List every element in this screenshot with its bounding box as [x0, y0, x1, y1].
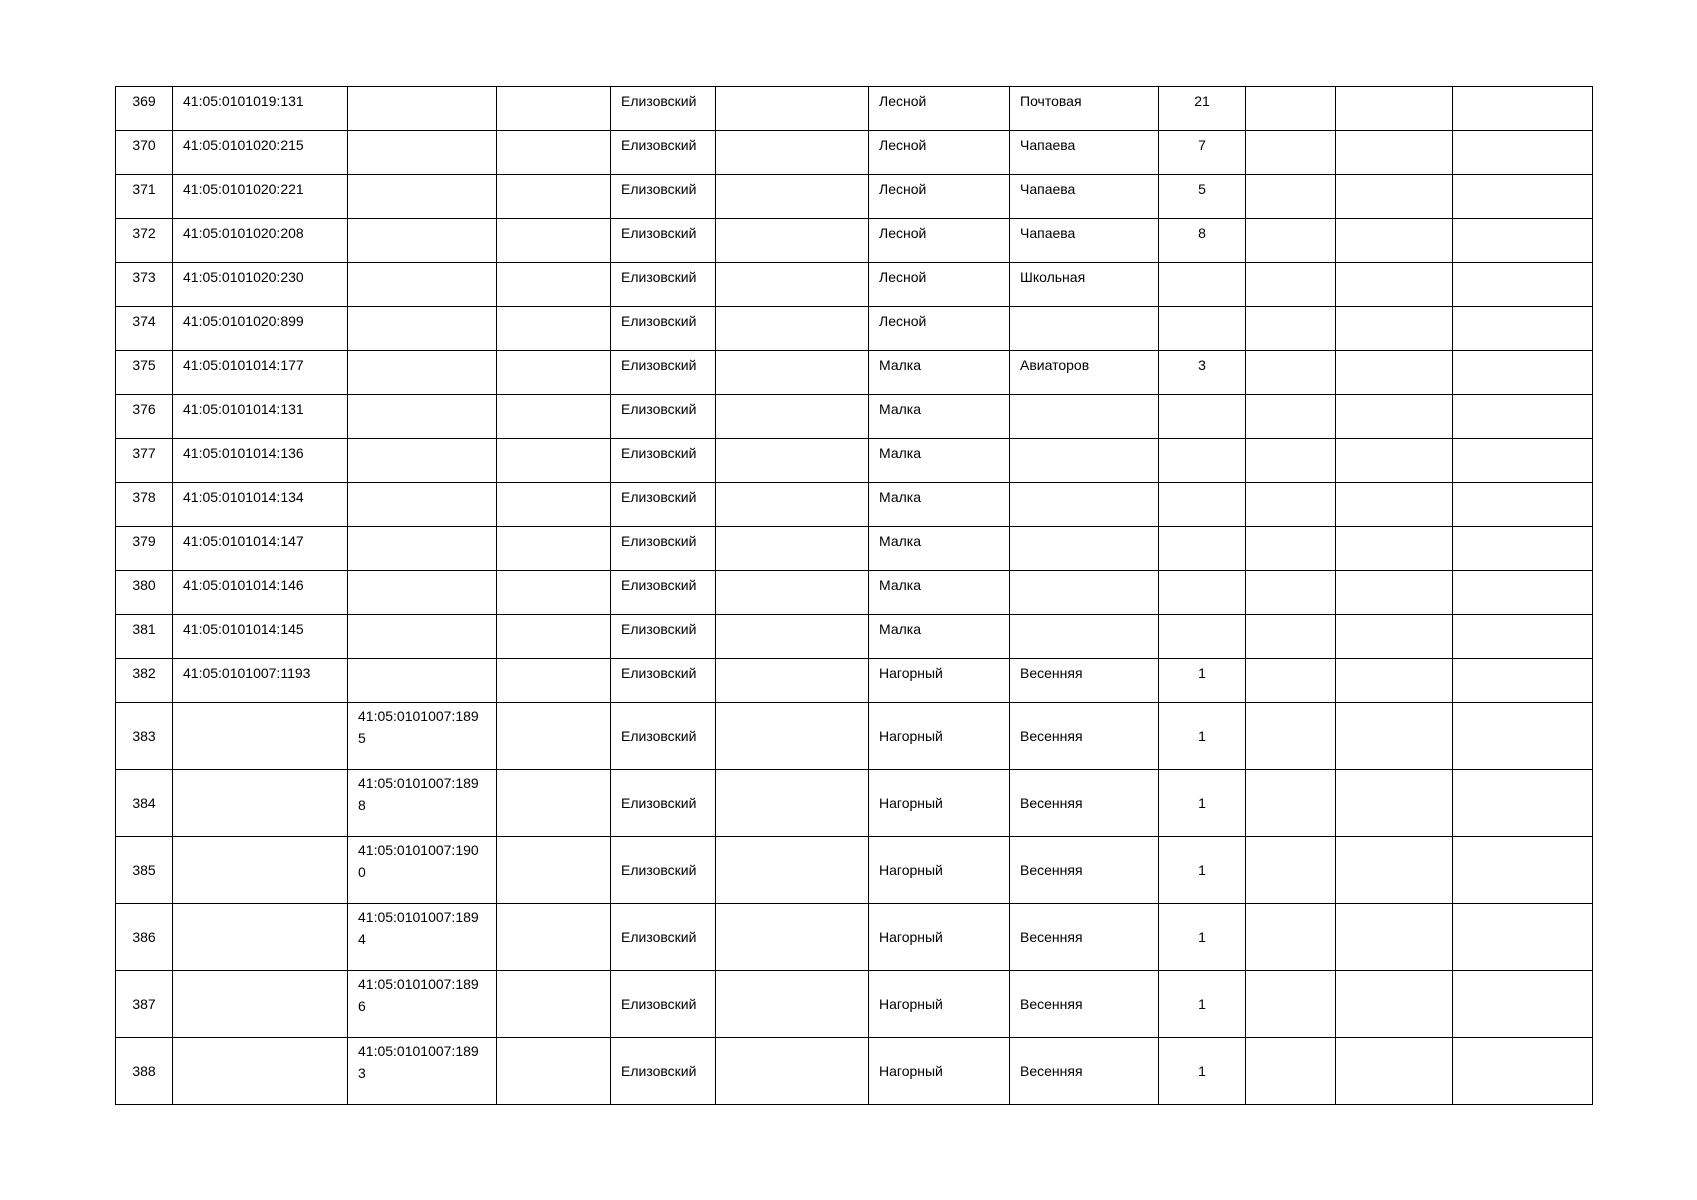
street-cell: Весенняя [1010, 770, 1159, 837]
settlement-cell: Лесной [869, 307, 1010, 351]
settlement-cell: Малка [869, 439, 1010, 483]
empty-cell [1246, 837, 1336, 904]
district-cell: Елизовский [611, 1038, 716, 1105]
empty-cell [1246, 131, 1336, 175]
empty-cell [1336, 615, 1453, 659]
district-cell: Елизовский [611, 703, 716, 770]
empty-cell [497, 837, 611, 904]
empty-cell [1453, 131, 1593, 175]
room-cadastral-number-cell [348, 219, 497, 263]
empty-cell [716, 175, 869, 219]
empty-cell [1246, 175, 1336, 219]
empty-cell [1453, 263, 1593, 307]
street-cell: Чапаева [1010, 131, 1159, 175]
cadastral-number-cell [173, 770, 348, 837]
street-cell: Весенняя [1010, 703, 1159, 770]
street-cell [1010, 571, 1159, 615]
empty-cell [1453, 770, 1593, 837]
house-number-cell: 5 [1159, 175, 1246, 219]
house-number-cell: 1 [1159, 770, 1246, 837]
table-row [116, 175, 1593, 219]
settlement-cell: Нагорный [869, 837, 1010, 904]
house-number-cell: 1 [1159, 703, 1246, 770]
house-number-cell [1159, 439, 1246, 483]
district-cell: Елизовский [611, 659, 716, 703]
table-row [116, 615, 1593, 659]
table-row [116, 483, 1593, 527]
cadastral-number-cell: 41:05:0101014:136 [173, 439, 348, 483]
cadastral-number-cell: 41:05:0101020:208 [173, 219, 348, 263]
empty-cell [716, 571, 869, 615]
district-cell: Елизовский [611, 395, 716, 439]
empty-cell [497, 571, 611, 615]
row-number-cell: 380 [116, 571, 173, 615]
empty-cell [1336, 527, 1453, 571]
cadastral-number-cell [173, 904, 348, 971]
street-cell [1010, 615, 1159, 659]
empty-cell [716, 131, 869, 175]
settlement-cell: Нагорный [869, 904, 1010, 971]
room-cadastral-number-cell [348, 483, 497, 527]
row-number-cell: 386 [116, 904, 173, 971]
empty-cell [716, 307, 869, 351]
street-cell: Чапаева [1010, 175, 1159, 219]
empty-cell [1336, 351, 1453, 395]
empty-cell [1336, 131, 1453, 175]
street-cell [1010, 439, 1159, 483]
district-cell: Елизовский [611, 971, 716, 1038]
house-number-cell: 1 [1159, 1038, 1246, 1105]
settlement-cell: Лесной [869, 219, 1010, 263]
settlement-cell: Лесной [869, 175, 1010, 219]
cadastral-number-cell: 41:05:0101014:146 [173, 571, 348, 615]
empty-cell [1336, 971, 1453, 1038]
row-number-cell: 378 [116, 483, 173, 527]
district-cell: Елизовский [611, 837, 716, 904]
empty-cell [1246, 703, 1336, 770]
table-row [116, 527, 1593, 571]
table-row [116, 307, 1593, 351]
empty-cell [1336, 837, 1453, 904]
district-cell: Елизовский [611, 439, 716, 483]
room-cadastral-number-cell [348, 263, 497, 307]
empty-cell [497, 615, 611, 659]
street-cell [1010, 395, 1159, 439]
settlement-cell: Нагорный [869, 703, 1010, 770]
empty-cell [716, 659, 869, 703]
settlement-cell: Малка [869, 395, 1010, 439]
street-cell: Чапаева [1010, 219, 1159, 263]
empty-cell [1453, 837, 1593, 904]
settlement-cell: Лесной [869, 131, 1010, 175]
empty-cell [497, 439, 611, 483]
empty-cell [1453, 971, 1593, 1038]
settlement-cell: Малка [869, 527, 1010, 571]
empty-cell [497, 659, 611, 703]
row-number-cell: 377 [116, 439, 173, 483]
empty-cell [1453, 483, 1593, 527]
room-cadastral-number-cell [348, 395, 497, 439]
cadastral-number-cell [173, 971, 348, 1038]
row-number-cell: 372 [116, 219, 173, 263]
empty-cell [716, 351, 869, 395]
room-cadastral-number-cell [348, 659, 497, 703]
empty-cell [716, 703, 869, 770]
row-number-cell: 387 [116, 971, 173, 1038]
settlement-cell: Малка [869, 483, 1010, 527]
house-number-cell: 7 [1159, 131, 1246, 175]
empty-cell [1453, 1038, 1593, 1105]
street-cell: Авиаторов [1010, 351, 1159, 395]
cadastral-number-cell: 41:05:0101020:215 [173, 131, 348, 175]
room-cadastral-number-cell [348, 351, 497, 395]
empty-cell [1453, 175, 1593, 219]
settlement-cell: Нагорный [869, 770, 1010, 837]
row-number-cell: 370 [116, 131, 173, 175]
empty-cell [497, 1038, 611, 1105]
registry-table [115, 86, 1593, 1105]
cadastral-number-cell: 41:05:0101014:177 [173, 351, 348, 395]
house-number-cell [1159, 615, 1246, 659]
empty-cell [497, 483, 611, 527]
district-cell: Елизовский [611, 219, 716, 263]
settlement-cell: Лесной [869, 263, 1010, 307]
empty-cell [1336, 571, 1453, 615]
empty-cell [497, 770, 611, 837]
room-cadastral-number-cell: 41:05:0101007:1893 [348, 1038, 497, 1105]
empty-cell [716, 483, 869, 527]
empty-cell [1453, 351, 1593, 395]
row-number-cell: 383 [116, 703, 173, 770]
cadastral-number-cell: 41:05:0101014:147 [173, 527, 348, 571]
cadastral-number-cell: 41:05:0101007:1193 [173, 659, 348, 703]
empty-cell [1453, 615, 1593, 659]
cadastral-number-cell: 41:05:0101020:221 [173, 175, 348, 219]
street-cell [1010, 527, 1159, 571]
empty-cell [1453, 571, 1593, 615]
room-cadastral-number-cell [348, 439, 497, 483]
empty-cell [716, 87, 869, 131]
settlement-cell: Малка [869, 571, 1010, 615]
row-number-cell: 369 [116, 87, 173, 131]
house-number-cell [1159, 527, 1246, 571]
room-cadastral-number-cell [348, 615, 497, 659]
room-cadastral-number-cell [348, 131, 497, 175]
empty-cell [1336, 87, 1453, 131]
empty-cell [1246, 659, 1336, 703]
table-row [116, 770, 1593, 837]
empty-cell [1246, 307, 1336, 351]
table-body [116, 87, 1593, 1105]
settlement-cell: Малка [869, 615, 1010, 659]
room-cadastral-number-cell [348, 175, 497, 219]
settlement-cell: Малка [869, 351, 1010, 395]
house-number-cell [1159, 395, 1246, 439]
empty-cell [1453, 219, 1593, 263]
empty-cell [1336, 175, 1453, 219]
empty-cell [716, 219, 869, 263]
cadastral-number-cell: 41:05:0101014:134 [173, 483, 348, 527]
empty-cell [1453, 527, 1593, 571]
empty-cell [716, 904, 869, 971]
empty-cell [1246, 1038, 1336, 1105]
table-row [116, 1038, 1593, 1105]
empty-cell [497, 351, 611, 395]
cadastral-number-cell: 41:05:0101019:131 [173, 87, 348, 131]
empty-cell [1246, 971, 1336, 1038]
table-row [116, 439, 1593, 483]
table-row [116, 263, 1593, 307]
empty-cell [716, 395, 869, 439]
cadastral-number-cell [173, 1038, 348, 1105]
district-cell: Елизовский [611, 527, 716, 571]
room-cadastral-number-cell: 41:05:0101007:1898 [348, 770, 497, 837]
row-number-cell: 384 [116, 770, 173, 837]
empty-cell [497, 904, 611, 971]
empty-cell [1246, 351, 1336, 395]
table-row [116, 131, 1593, 175]
empty-cell [1453, 904, 1593, 971]
cadastral-number-cell: 41:05:0101014:131 [173, 395, 348, 439]
table-row [116, 659, 1593, 703]
empty-cell [1336, 703, 1453, 770]
cadastral-number-cell: 41:05:0101020:899 [173, 307, 348, 351]
empty-cell [497, 219, 611, 263]
house-number-cell [1159, 263, 1246, 307]
table-row [116, 971, 1593, 1038]
settlement-cell: Лесной [869, 87, 1010, 131]
table-row [116, 571, 1593, 615]
house-number-cell: 1 [1159, 904, 1246, 971]
empty-cell [1336, 770, 1453, 837]
settlement-cell: Нагорный [869, 659, 1010, 703]
empty-cell [1336, 439, 1453, 483]
table-row [116, 395, 1593, 439]
district-cell: Елизовский [611, 307, 716, 351]
district-cell: Елизовский [611, 175, 716, 219]
street-cell [1010, 483, 1159, 527]
empty-cell [1246, 483, 1336, 527]
empty-cell [716, 1038, 869, 1105]
empty-cell [1336, 1038, 1453, 1105]
street-cell: Весенняя [1010, 904, 1159, 971]
empty-cell [1453, 87, 1593, 131]
street-cell: Весенняя [1010, 837, 1159, 904]
room-cadastral-number-cell [348, 571, 497, 615]
district-cell: Елизовский [611, 263, 716, 307]
house-number-cell [1159, 307, 1246, 351]
table-row [116, 904, 1593, 971]
house-number-cell: 1 [1159, 837, 1246, 904]
street-cell: Почтовая [1010, 87, 1159, 131]
row-number-cell: 376 [116, 395, 173, 439]
row-number-cell: 371 [116, 175, 173, 219]
empty-cell [497, 87, 611, 131]
row-number-cell: 374 [116, 307, 173, 351]
district-cell: Елизовский [611, 351, 716, 395]
district-cell: Елизовский [611, 615, 716, 659]
house-number-cell: 21 [1159, 87, 1246, 131]
row-number-cell: 381 [116, 615, 173, 659]
row-number-cell: 385 [116, 837, 173, 904]
room-cadastral-number-cell: 41:05:0101007:1896 [348, 971, 497, 1038]
cadastral-number-cell [173, 837, 348, 904]
room-cadastral-number-cell [348, 527, 497, 571]
street-cell: Весенняя [1010, 659, 1159, 703]
row-number-cell: 375 [116, 351, 173, 395]
row-number-cell: 373 [116, 263, 173, 307]
district-cell: Елизовский [611, 87, 716, 131]
empty-cell [1246, 527, 1336, 571]
empty-cell [716, 837, 869, 904]
cadastral-number-cell: 41:05:0101020:230 [173, 263, 348, 307]
empty-cell [497, 527, 611, 571]
house-number-cell [1159, 571, 1246, 615]
settlement-cell: Нагорный [869, 971, 1010, 1038]
house-number-cell: 3 [1159, 351, 1246, 395]
empty-cell [1453, 703, 1593, 770]
empty-cell [716, 263, 869, 307]
empty-cell [1336, 483, 1453, 527]
room-cadastral-number-cell [348, 87, 497, 131]
room-cadastral-number-cell [348, 307, 497, 351]
empty-cell [1336, 307, 1453, 351]
street-cell: Весенняя [1010, 971, 1159, 1038]
house-number-cell [1159, 483, 1246, 527]
house-number-cell: 1 [1159, 971, 1246, 1038]
empty-cell [1246, 395, 1336, 439]
empty-cell [1336, 659, 1453, 703]
district-cell: Елизовский [611, 770, 716, 837]
empty-cell [1453, 307, 1593, 351]
empty-cell [497, 971, 611, 1038]
empty-cell [716, 971, 869, 1038]
row-number-cell: 379 [116, 527, 173, 571]
empty-cell [497, 307, 611, 351]
table-row [116, 87, 1593, 131]
district-cell: Елизовский [611, 131, 716, 175]
row-number-cell: 388 [116, 1038, 173, 1105]
empty-cell [1246, 263, 1336, 307]
empty-cell [497, 131, 611, 175]
empty-cell [497, 263, 611, 307]
empty-cell [1246, 571, 1336, 615]
empty-cell [1246, 439, 1336, 483]
empty-cell [1336, 263, 1453, 307]
empty-cell [1336, 219, 1453, 263]
room-cadastral-number-cell: 41:05:0101007:1895 [348, 703, 497, 770]
table-row [116, 837, 1593, 904]
empty-cell [1453, 439, 1593, 483]
district-cell: Елизовский [611, 571, 716, 615]
empty-cell [1246, 904, 1336, 971]
empty-cell [716, 770, 869, 837]
house-number-cell: 1 [1159, 659, 1246, 703]
empty-cell [497, 395, 611, 439]
empty-cell [1453, 395, 1593, 439]
cadastral-number-cell: 41:05:0101014:145 [173, 615, 348, 659]
house-number-cell: 8 [1159, 219, 1246, 263]
district-cell: Елизовский [611, 904, 716, 971]
table-row [116, 351, 1593, 395]
empty-cell [1336, 904, 1453, 971]
empty-cell [1246, 219, 1336, 263]
street-cell [1010, 307, 1159, 351]
district-cell: Елизовский [611, 483, 716, 527]
empty-cell [1336, 395, 1453, 439]
room-cadastral-number-cell: 41:05:0101007:1900 [348, 837, 497, 904]
empty-cell [716, 527, 869, 571]
empty-cell [716, 615, 869, 659]
empty-cell [1246, 770, 1336, 837]
street-cell: Весенняя [1010, 1038, 1159, 1105]
empty-cell [1246, 87, 1336, 131]
street-cell: Школьная [1010, 263, 1159, 307]
table-row [116, 703, 1593, 770]
empty-cell [1246, 615, 1336, 659]
table-row [116, 219, 1593, 263]
room-cadastral-number-cell: 41:05:0101007:1894 [348, 904, 497, 971]
settlement-cell: Нагорный [869, 1038, 1010, 1105]
empty-cell [716, 439, 869, 483]
empty-cell [497, 703, 611, 770]
empty-cell [497, 175, 611, 219]
row-number-cell: 382 [116, 659, 173, 703]
cadastral-number-cell [173, 703, 348, 770]
empty-cell [1453, 659, 1593, 703]
